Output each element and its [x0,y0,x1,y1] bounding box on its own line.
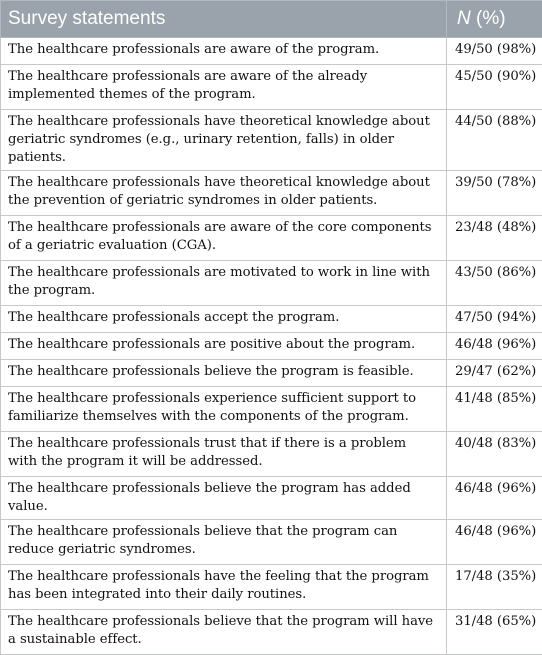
statement-cell: The healthcare professionals are aware of the program. [1,38,447,65]
statement-cell: The healthcare professionals believe that the program will have a sustainable effect. [1,610,447,655]
value-cell: 49/50 (98%) [447,38,542,65]
statement-cell: The healthcare professionals have theoretical knowledge about the prevention of geriatric syndromes in older patients. [1,171,447,216]
statement-cell: The healthcare professionals are positive about the program. [1,333,447,360]
statement-cell: The healthcare professionals believe that the program can reduce geriatric syndromes. [1,520,447,565]
value-cell: 45/50 (90%) [447,65,542,110]
statement-cell: The healthcare professionals have theoretical knowledge about geriatric syndromes (e.g., urinary retention, falls) in older patients. [1,110,447,171]
table-row [1,610,542,655]
table-header [1,1,542,38]
statement-cell: The healthcare professionals have the feeling that the program has been integrated into their daily routines. [1,565,447,610]
value-cell: 44/50 (88%) [447,110,542,171]
value-cell: 39/50 (78%) [447,171,542,216]
table-row [1,333,542,360]
value-cell: 31/48 (65%) [447,610,542,655]
table-row [1,565,542,610]
header-survey-statements: Survey statements [1,1,447,38]
value-cell: 40/48 (83%) [447,432,542,477]
value-cell: 46/48 (96%) [447,477,542,520]
table-row [1,38,542,65]
statement-cell: The healthcare professionals experience sufficient support to familiarize themselves with the components of the program. [1,387,447,432]
value-cell: 47/50 (94%) [447,306,542,333]
table-row [1,65,542,110]
header-n-letter: N [457,8,471,29]
value-cell: 43/50 (86%) [447,261,542,306]
table-row [1,110,542,171]
statement-cell: The healthcare professionals are aware of the already implemented themes of the program. [1,65,447,110]
table-row [1,360,542,387]
table-row [1,520,542,565]
header-row [1,1,542,38]
statement-cell: The healthcare professionals believe the program is feasible. [1,360,447,387]
table-row [1,261,542,306]
table-row [1,432,542,477]
value-cell: 46/48 (96%) [447,520,542,565]
value-cell: 17/48 (35%) [447,565,542,610]
table-row [1,477,542,520]
table-row [1,306,542,333]
statement-cell: The healthcare professionals are motivated to work in line with the program. [1,261,447,306]
statement-cell: The healthcare professionals accept the program. [1,306,447,333]
header-percent-label: (%) [471,8,506,29]
table-body [1,38,542,655]
value-cell: 46/48 (96%) [447,333,542,360]
table-row [1,387,542,432]
header-n-percent [447,1,542,38]
table-row [1,171,542,216]
value-cell: 41/48 (85%) [447,387,542,432]
statement-cell: The healthcare professionals believe the program has added value. [1,477,447,520]
statement-cell: The healthcare professionals are aware of the core components of a geriatric evaluation (CGA). [1,216,447,261]
value-cell: 23/48 (48%) [447,216,542,261]
value-cell: 29/47 (62%) [447,360,542,387]
table-row [1,216,542,261]
statement-cell: The healthcare professionals trust that if there is a problem with the program it will be addressed. [1,432,447,477]
